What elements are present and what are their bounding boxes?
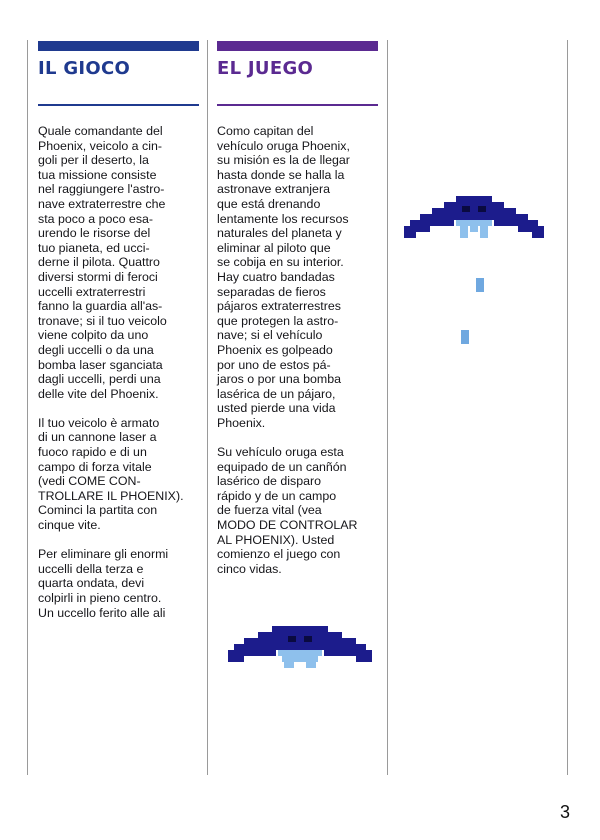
italian-body xyxy=(38,124,206,635)
italian-paragraph-3: Per eliminare gli enormi uccelli della terza e quarta ondata, devi colpirli in pieno centro. Un uccello ferito alle ali xyxy=(38,547,169,620)
spanish-paragraph-2: Su vehículo oruga esta equipado de un canñón lasérico de disparo rápido y de un campo de fuerza vital (vea MODO DE CONTROLAR AL PHOENIX). Usted comienzo el juego con cinco vidas. xyxy=(217,445,358,576)
column-divider-middle xyxy=(207,40,208,775)
page-number: 3 xyxy=(559,802,570,822)
column-divider-left xyxy=(27,40,28,775)
spanish-heading: EL JUEGO xyxy=(217,58,314,79)
spanish-heading-rule xyxy=(217,104,378,106)
italian-paragraph-2: Il tuo veicolo è armato di un cannone laser a fuoco rapido e di un campo di forza vitale (vedi COME CON- TROLLARE IL PHOENIX). Cominci la partita con cinque vite. xyxy=(38,415,184,533)
spanish-header-bar xyxy=(217,41,378,51)
phoenix-bird-icon-bottom xyxy=(228,626,372,670)
spanish-paragraph-1: Como capitan del vehículo oruga Phoenix, su misión es la de llegar hasta donde se halla la astronave extranjera que está drenando lentamente los recursos naturales del planeta y eliminar al piloto que se cobija en su interior. Hay cuatro bandadas separadas de fieros pájaros extraterrestres que protegen la astro- nave; si el vehículo Phoenix es golpeado por uno de estos pá- jaros o por una bomba lasérica de un pájaro, usted pierde una vida Phoenix. xyxy=(217,124,350,430)
laser-bomb-icon-1 xyxy=(476,278,484,292)
laser-bomb-icon-2 xyxy=(461,330,469,344)
column-divider-far-right xyxy=(567,40,568,775)
italian-heading: IL GIOCO xyxy=(38,58,131,79)
italian-paragraph-1: Quale comandante del Phoenix, veicolo a cin- goli per il deserto, la tua missione consiste nel raggiungere l'astro- nave extraterrestre che sta poco a poco esa- urendo le risorse del tuo pianeta, ed ucci- derne il pilota. Quattro diversi stormi di feroci uccelli extraterrestri fanno la guardia all'as- tronave; si il tuo veicolo viene colpito da uno degli uccelli o da una bomba laser sganciata dagli uccelli, perdi una delle vite del Phoenix. xyxy=(38,124,167,401)
spanish-body xyxy=(217,124,385,591)
italian-heading-rule xyxy=(38,104,199,106)
phoenix-bird-icon-top xyxy=(404,196,544,244)
column-divider-right xyxy=(387,40,388,775)
italian-header-bar xyxy=(38,41,199,51)
